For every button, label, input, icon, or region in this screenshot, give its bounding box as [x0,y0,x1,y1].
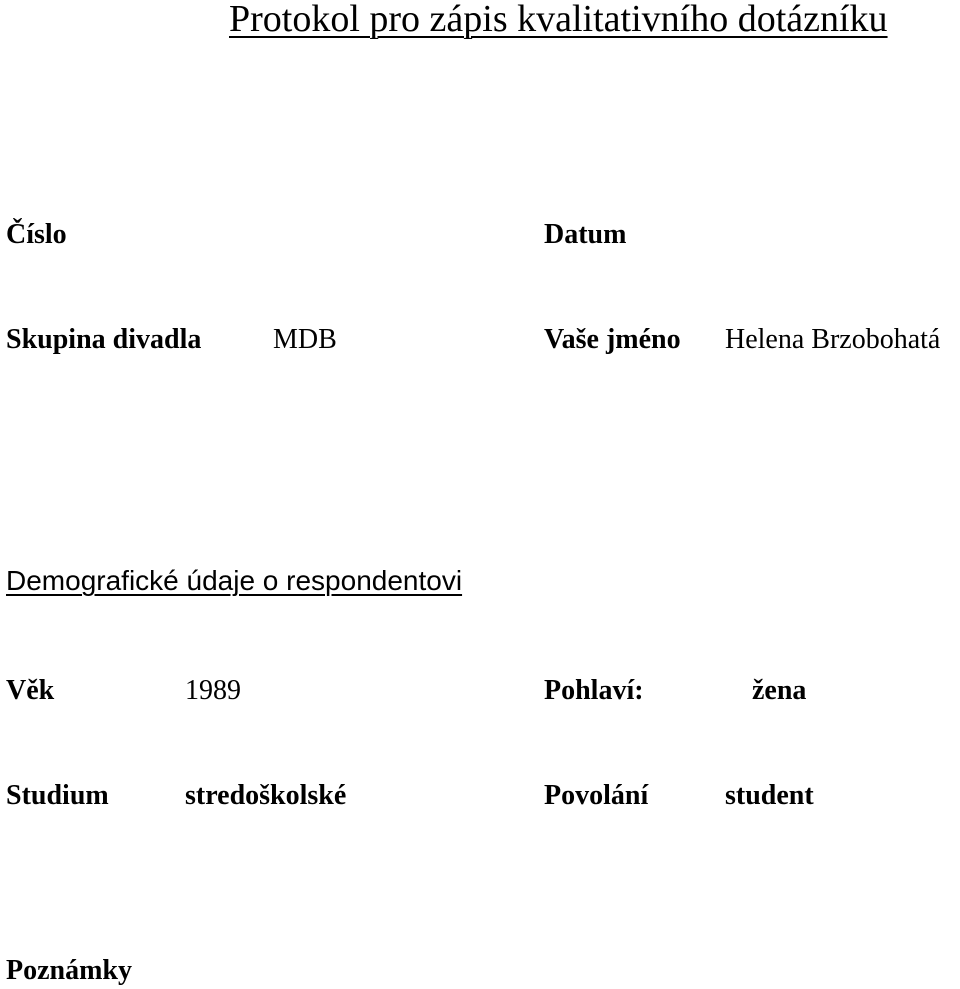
studium-label: Studium [6,780,109,811]
demographics-section-title: Demografické údaje o respondentovi [6,565,463,596]
datum-label: Datum [544,219,627,250]
vek-value: 1989 [185,675,241,706]
vase-jmeno-value: Helena Brzobohatá [725,324,941,355]
poznamky-label: Poznámky [6,955,132,986]
povolani-label: Povolání [544,780,649,811]
vek-label: Věk [6,675,55,706]
cislo-label: Číslo [6,219,67,250]
pohlavi-value: žena [752,675,807,706]
skupina-divadla-value: MDB [273,324,337,355]
skupina-divadla-label: Skupina divadla [6,324,202,355]
vase-jmeno-label: Vaše jméno [544,324,681,355]
pohlavi-label: Pohlaví: [544,675,644,706]
document-title: Protokol pro zápis kvalitativního dotázníku [229,0,888,40]
studium-value: stredoškolské [185,780,347,811]
povolani-value: student [725,780,814,811]
